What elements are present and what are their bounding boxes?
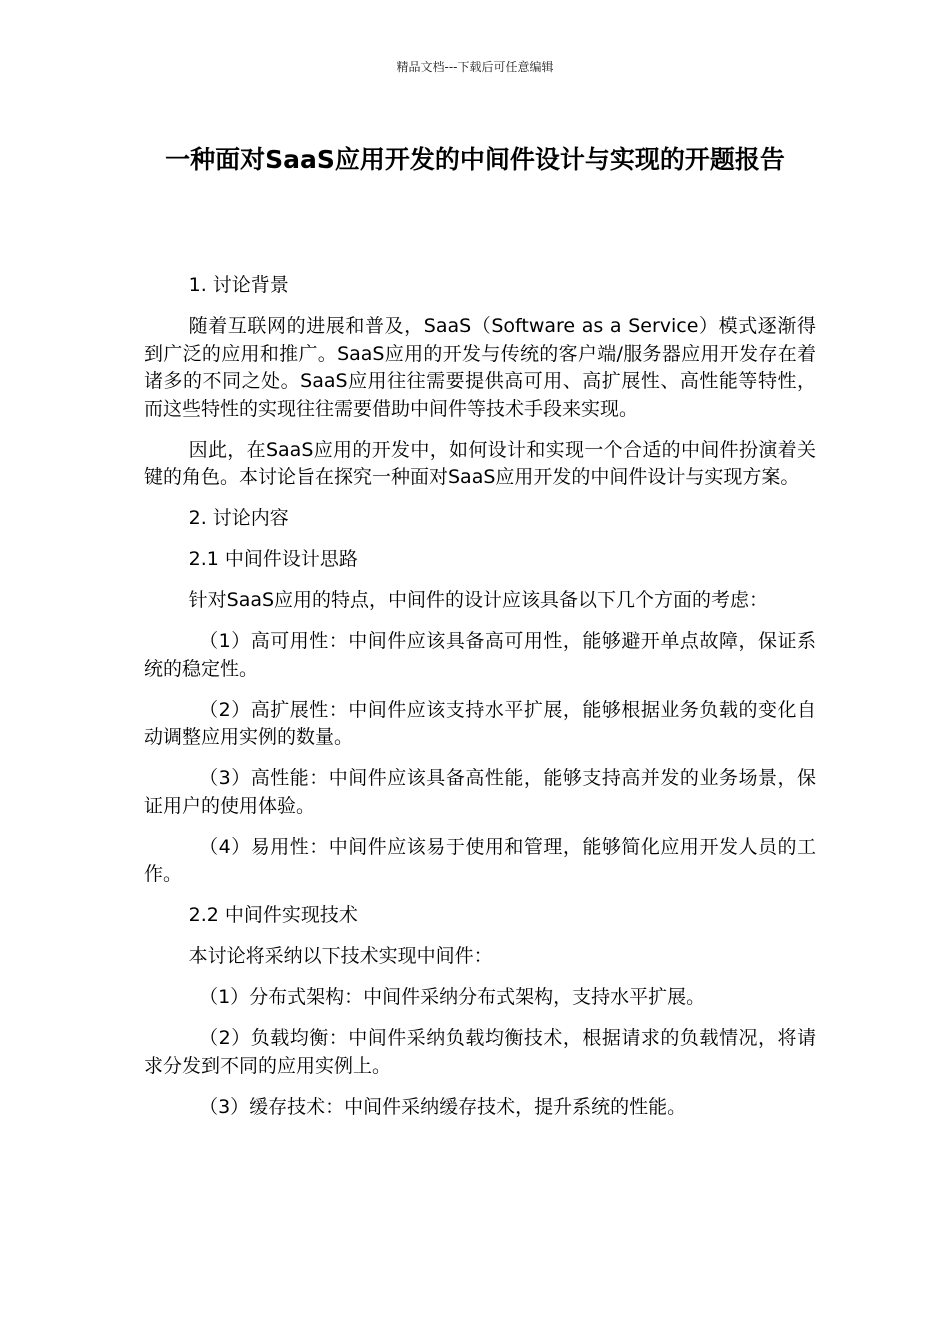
body-paragraph: 随着互联网的进展和普及，SaaS（Software as a Service）模式逐渐得到广泛的应用和推广。SaaS应用的开发与传统的客户端/服务器应用开发存在着诸多的不同之处。SaaS应用往往需要提供高可用、高扩展性、高性能等特性，而这些特性的实现往往需要借助中间件等技术手段来实现。	[144, 315, 816, 420]
document-body	[144, 272, 816, 1135]
section-heading-content: 2. 讨论内容	[188, 507, 289, 529]
list-item: （1）分布式架构：中间件采纳分布式架构，支持水平扩展。	[199, 986, 706, 1008]
body-paragraph: 本讨论将采纳以下技术实现中间件：	[188, 945, 493, 967]
section-heading-background: 1. 讨论背景	[188, 274, 289, 296]
list-item: （2）负载均衡：中间件采纳负载均衡技术，根据请求的负载情况，将请求分发到不同的应用实例上。	[144, 1027, 816, 1077]
subsection-heading-implementation: 2.2 中间件实现技术	[188, 904, 358, 926]
list-item: （4）易用性：中间件应该易于使用和管理，能够简化应用开发人员的工作。	[144, 835, 816, 885]
list-item: （2）高扩展性：中间件应该支持水平扩展，能够根据业务负载的变化自动调整应用实例的数量。	[144, 698, 816, 748]
subsection-heading-design: 2.1 中间件设计思路	[188, 548, 358, 570]
list-item: （3）高性能：中间件应该具备高性能，能够支持高并发的业务场景，保证用户的使用体验。	[144, 767, 816, 817]
list-item: （1）高可用性：中间件应该具备高可用性，能够避开单点故障，保证系统的稳定性。	[144, 630, 816, 680]
body-paragraph: 因此，在SaaS应用的开发中，如何设计和实现一个合适的中间件扮演着关键的角色。本讨论旨在探究一种面对SaaS应用开发的中间件设计与实现方案。	[144, 438, 816, 488]
page-header-note: 精品文档---下载后可任意编辑	[396, 60, 554, 74]
body-paragraph: 针对SaaS应用的特点，中间件的设计应该具备以下几个方面的考虑：	[188, 589, 769, 611]
document-title: 一种面对SaaS应用开发的中间件设计与实现的开题报告	[165, 145, 785, 174]
list-item: （3）缓存技术：中间件采纳缓存技术，提升系统的性能。	[199, 1095, 687, 1118]
